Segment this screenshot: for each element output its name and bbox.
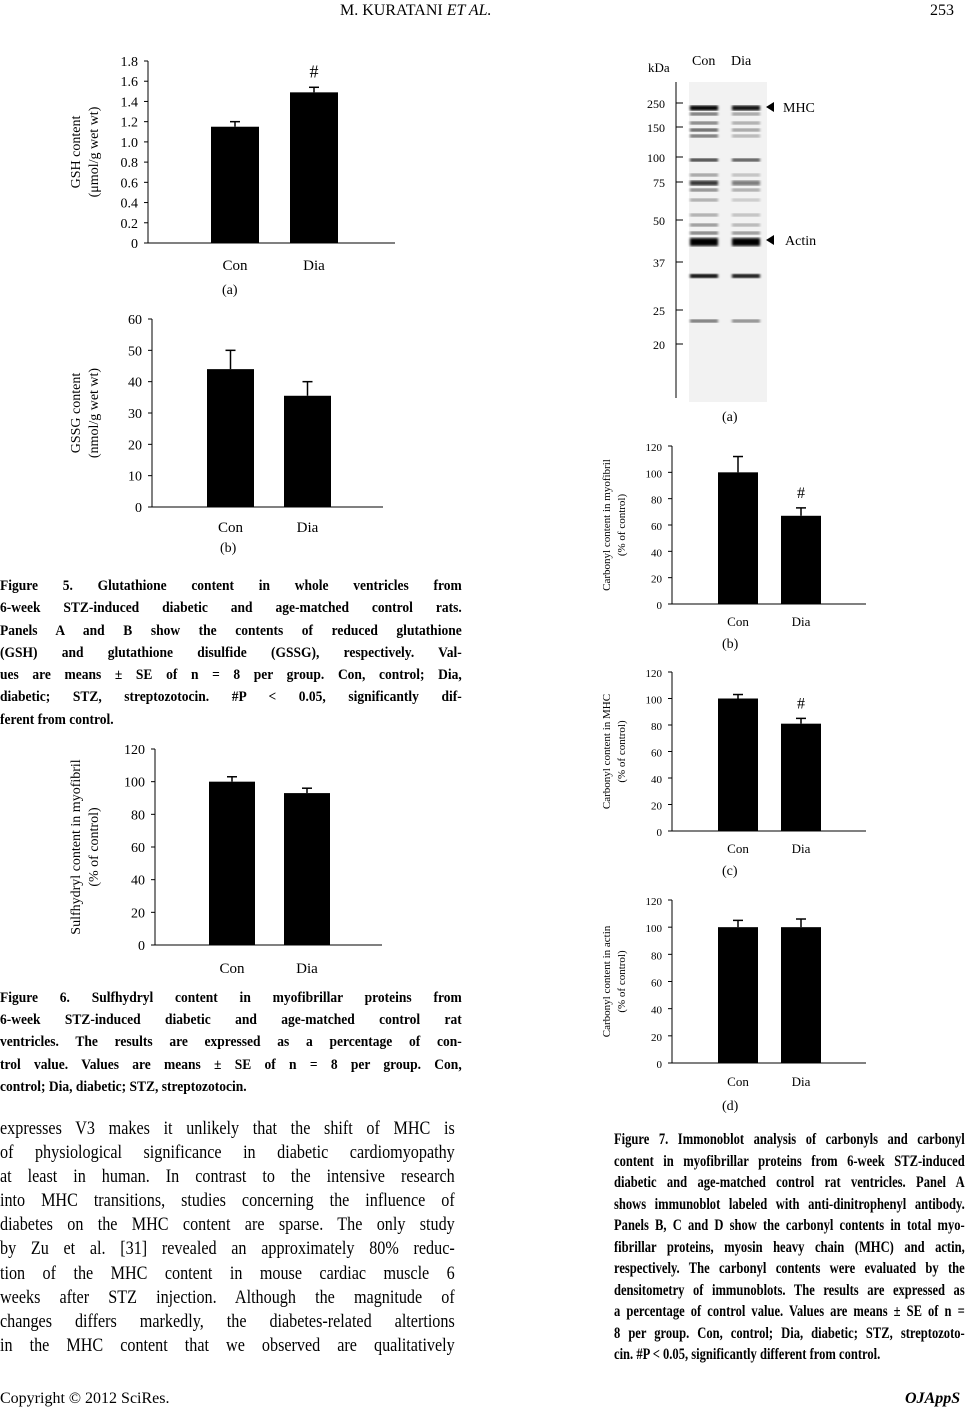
text-line: at least in human. In contrast to the intensive research [0, 1166, 455, 1188]
blot-band-dia [732, 122, 760, 125]
text-line: expresses V3 makes it unlikely that the shift of MHC is [0, 1118, 455, 1139]
fig5a-y-tick-label: 0 [131, 237, 138, 252]
body-text [0, 1117, 455, 1358]
text-line: 6-week STZ-induced diabetic and age-matched control rat [0, 1012, 462, 1029]
fig7b-y-tick-label: 40 [651, 547, 662, 560]
fig5a-category-label: Dia [303, 258, 325, 274]
blot-marker-label: 100 [647, 151, 665, 165]
fig7d-y-tick-label: 60 [651, 977, 662, 990]
blot-band-con [690, 189, 718, 192]
blot-band-con [690, 238, 718, 246]
fig5a-y-tick-label: 1.4 [120, 95, 138, 111]
blot-band-dia [732, 113, 760, 116]
text-line: Figure 7. Immonoblot analysis of carbonyls and carbonyl [614, 1131, 965, 1148]
fig7c-significance-mark: # [797, 695, 805, 713]
fig5b-y-tick-label: 50 [128, 344, 142, 360]
fig7-panel-d-label: (d) [722, 1099, 739, 1114]
text-line: ues are means ± SE of n = 8 per group. Con, control; Dia, [0, 667, 462, 684]
fig5b-category-label: Dia [296, 520, 319, 536]
fig7d-category-label: Con [727, 1074, 749, 1089]
fig6-category-label: Dia [296, 961, 318, 977]
fig5b-y-tick-label: 40 [128, 375, 142, 391]
blot-lane-dia: Dia [731, 54, 752, 69]
fig7d-y-axis-label: Carbonyl content in actin [601, 925, 613, 1038]
text-line: Panels B, C and D show the carbonyl contents in total myo- [614, 1217, 965, 1234]
text-line: a percentage of control value. Values are means ± SE of n = [614, 1303, 965, 1320]
fig6-bar-con [209, 782, 255, 945]
fig7c-y-tick-label: 0 [656, 827, 662, 839]
fig7b-bar-dia [781, 516, 821, 604]
fig5b-bar-con [207, 369, 254, 507]
blot-band-dia [732, 214, 760, 217]
blot-marker-label: 50 [653, 214, 665, 228]
blot-band-con [690, 224, 718, 227]
fig5a-y-axis-label: GSH content [69, 115, 84, 189]
text-line: Figure 6. Sulfhydryl content in myofibrillar proteins from [0, 990, 462, 1006]
blot-band-dia [732, 224, 760, 227]
fig7d-bar-dia [781, 927, 821, 1063]
fig6-y-axis-label: Sulfhydryl content in myofibril [69, 759, 84, 935]
fig5b-y-tick-label: 20 [128, 438, 142, 454]
text-line: by Zu et al. [31] revealed an approximately 80% reduc- [0, 1238, 455, 1260]
fig5a-y-tick-label: 0.8 [120, 156, 138, 172]
text-line: Figure 5. Glutathione content in whole ventricles from [0, 578, 462, 594]
fig5a-category-label: Con [222, 258, 248, 274]
fig6-y-tick-label: 100 [124, 775, 145, 791]
fig5a-y-tick-label: 1.8 [120, 55, 138, 70]
fig5a-y-tick-label: 0.2 [120, 216, 138, 232]
fig7b-y-axis-label: (% of control) [616, 493, 628, 557]
blot-kda-label: kDa [648, 60, 670, 75]
fig5-panel-a-label: (a) [222, 283, 238, 298]
fig6-bar-dia [284, 793, 330, 945]
fig5b-y-axis-label: GSSG content [69, 372, 84, 454]
text-line: diabetes on the MHC content are sparse. The only study [0, 1214, 455, 1236]
fig7b-y-tick-label: 80 [651, 494, 662, 507]
blot-marker-label: 37 [653, 256, 665, 270]
fig6-y-tick-label: 0 [138, 939, 145, 954]
fig5b-y-tick-label: 10 [128, 469, 142, 485]
text-line: into MHC transitions, studies concerning the influence of [0, 1190, 455, 1212]
blot-band-dia [732, 232, 760, 235]
fig7d-category-label: Dia [791, 1074, 811, 1089]
text-line: in the MHC content that we observed are qualitatively [0, 1334, 455, 1356]
fig5a-y-tick-label: 0.4 [120, 196, 138, 212]
fig6-category-label: Con [219, 961, 245, 977]
fig7c-y-axis-label: Carbonyl content in MHC [601, 693, 613, 810]
text-line: changes differs markedly, the diabetes-related altertions [0, 1310, 455, 1332]
fig7d-y-tick-label: 40 [651, 1004, 662, 1017]
blot-marker-label: 25 [653, 304, 665, 318]
blot-band-con [690, 199, 718, 202]
fig5a-y-axis-label: (μmol/g wet wt) [87, 106, 102, 198]
blot-band-dia [732, 320, 760, 323]
figure7-caption [614, 1129, 965, 1366]
text-line: ventricles. The results are expressed as a percentage of con- [0, 1034, 462, 1051]
text-line: Panels A and B show the contents of reduced glutathione [0, 622, 462, 639]
text-line: diabetic; STZ, streptozotocin. #P < 0.05, significantly dif- [0, 689, 462, 706]
fig7c-y-axis-label: (% of control) [616, 720, 628, 783]
fig7d-y-tick-label: 100 [645, 923, 662, 936]
fig7d-y-tick-label: 120 [645, 896, 662, 908]
fig5a-y-tick-label: 0.6 [120, 176, 138, 192]
text-line: trol value. Values are means ± SE of n = 8 per group. Con, [0, 1056, 462, 1073]
fig7c-y-tick-label: 80 [651, 721, 662, 733]
blot-band-dia [732, 135, 760, 138]
fig7c-y-tick-label: 60 [651, 747, 662, 760]
figure6-caption [0, 987, 462, 1098]
fig7b-category-label: Dia [791, 614, 811, 629]
blot-band-dia [732, 129, 760, 132]
blot-band-con [690, 274, 718, 278]
blot-annotation-actin: Actin [785, 234, 817, 249]
blot-band-dia [732, 189, 760, 192]
text-line: 8 per group. Con, control; Dia, diabetic; STZ, streptozoto- [614, 1324, 965, 1342]
text-line: diabetic and age-matched control rat ventricles. Panel A [614, 1174, 965, 1191]
text-line: respectively. The carbonyl contents were evaluated by the [614, 1260, 965, 1277]
blot-band-con [690, 122, 718, 125]
fig7c-bar-con [718, 699, 758, 832]
fig7d-y-tick-label: 20 [651, 1031, 662, 1044]
fig5-panel-b-label: (b) [220, 541, 237, 556]
blot-band-dia [732, 159, 760, 162]
blot-marker-label: 20 [653, 338, 665, 352]
fig7b-category-label: Con [727, 614, 749, 629]
blot-band-dia [732, 199, 760, 202]
page-number: 253 [930, 2, 954, 19]
text-line: tion of the MHC content in mouse cardiac muscle 6 [0, 1262, 455, 1284]
fig5a-y-tick-label: 1.6 [120, 75, 138, 91]
text-line: cin. #P < 0.05, significantly different from control. [614, 1346, 881, 1363]
text-line: ferent from control. [0, 711, 114, 728]
fig7-panel-a-label: (a) [722, 410, 738, 425]
fig5b-y-tick-label: 60 [128, 313, 142, 328]
fig6-y-tick-label: 60 [131, 841, 145, 856]
fig7b-y-axis-label: Carbonyl content in myofibril [601, 459, 613, 591]
text-line: densitometry of immunoblots. The results are expressed as [614, 1281, 965, 1299]
fig5a-significance-mark: # [309, 61, 319, 82]
blot-band-con [690, 135, 718, 138]
blot-band-dia [732, 274, 760, 278]
footer-copyright: Copyright © 2012 SciRes. [0, 1390, 170, 1407]
blot-marker-label: 75 [653, 176, 665, 190]
fig7b-y-tick-label: 120 [645, 442, 662, 454]
fig6-y-axis-label: (% of control) [87, 807, 102, 887]
fig5a-bar-con [211, 127, 259, 243]
blot-band-con [690, 113, 718, 116]
fig5a-y-tick-label: 1.0 [120, 135, 138, 151]
text-line: content in myofibrillar proteins from 6-week STZ-induced [614, 1152, 965, 1170]
header-authors: M. KURATANI [340, 2, 443, 19]
blot-marker-label: 150 [647, 121, 665, 135]
blot-band-con [690, 232, 718, 235]
fig5b-y-tick-label: 30 [128, 407, 142, 422]
fig7-panel-c-label: (c) [722, 864, 738, 879]
fig7-panel-b-label: (b) [722, 637, 739, 652]
fig7d-bar-con [718, 927, 758, 1063]
fig7c-bar-dia [781, 724, 821, 831]
fig6-y-tick-label: 40 [131, 873, 145, 889]
fig5b-bar-dia [284, 396, 331, 507]
blot-annotation-mhc: MHC [783, 101, 815, 116]
fig7c-category-label: Con [727, 841, 749, 856]
text-line: 6-week STZ-induced diabetic and age-matched control rats. [0, 600, 462, 617]
fig7d-y-axis-label: (% of control) [616, 950, 628, 1013]
blot-band-con [690, 181, 718, 186]
text-line: shows immunoblot labeled with anti-dinitrophenyl antibody. [614, 1195, 965, 1213]
fig6-y-tick-label: 120 [124, 743, 145, 758]
header-et-al: ET AL. [446, 2, 492, 19]
text-line: (GSH) and glutathione disulfide (GSSG), respectively. Val- [0, 644, 462, 661]
blot-band-con [690, 106, 718, 111]
fig5b-category-label: Con [217, 520, 244, 536]
fig7b-y-tick-label: 20 [651, 573, 662, 586]
actin-arrow-icon [766, 235, 774, 245]
fig6-y-tick-label: 20 [131, 906, 145, 922]
blot-band-con [690, 320, 718, 323]
blot-marker-label: 250 [647, 97, 665, 111]
fig7c-y-tick-label: 100 [645, 694, 662, 707]
fig7c-y-tick-label: 120 [645, 668, 662, 680]
fig7c-y-tick-label: 20 [651, 800, 662, 813]
fig7d-y-tick-label: 80 [651, 950, 662, 963]
fig7d-y-tick-label: 0 [656, 1059, 662, 1071]
fig7c-y-tick-label: 40 [651, 774, 662, 786]
fig6-y-tick-label: 80 [131, 808, 145, 824]
blot-band-con [690, 159, 718, 162]
blot-band-con [690, 174, 718, 177]
blot-band-dia [732, 174, 760, 177]
blot-band-dia [732, 106, 760, 111]
blot-band-con [690, 214, 718, 217]
text-line: weeks after STZ injection. Although the magnitude of [0, 1286, 455, 1308]
blot-band-dia [732, 238, 760, 246]
fig7b-y-tick-label: 100 [645, 468, 662, 481]
figure5-caption [0, 575, 462, 731]
blot-band-dia [732, 181, 760, 186]
fig7b-significance-mark: # [797, 484, 805, 502]
fig5a-bar-dia [290, 92, 338, 243]
blot-band-con [690, 129, 718, 132]
fig7c-category-label: Dia [791, 841, 811, 856]
fig5a-y-tick-label: 1.2 [120, 115, 138, 131]
blot-lane-con: Con [692, 54, 716, 69]
mhc-arrow-icon [766, 102, 774, 112]
fig5b-y-tick-label: 0 [135, 501, 142, 516]
fig5b-y-axis-label: (nmol/g wet wt) [87, 367, 102, 459]
text-line: control; Dia, diabetic; STZ, streptozotocin. [0, 1078, 247, 1095]
fig7b-bar-con [718, 472, 758, 604]
text-line: fibrillar proteins, myosin heavy chain (MHC) and actin, [614, 1238, 965, 1256]
text-line: of physiological significance in diabetic cardiomyopathy [0, 1142, 455, 1164]
footer-journal: OJAppS [905, 1390, 961, 1407]
fig7b-y-tick-label: 0 [656, 600, 662, 612]
fig7b-y-tick-label: 60 [651, 521, 662, 533]
